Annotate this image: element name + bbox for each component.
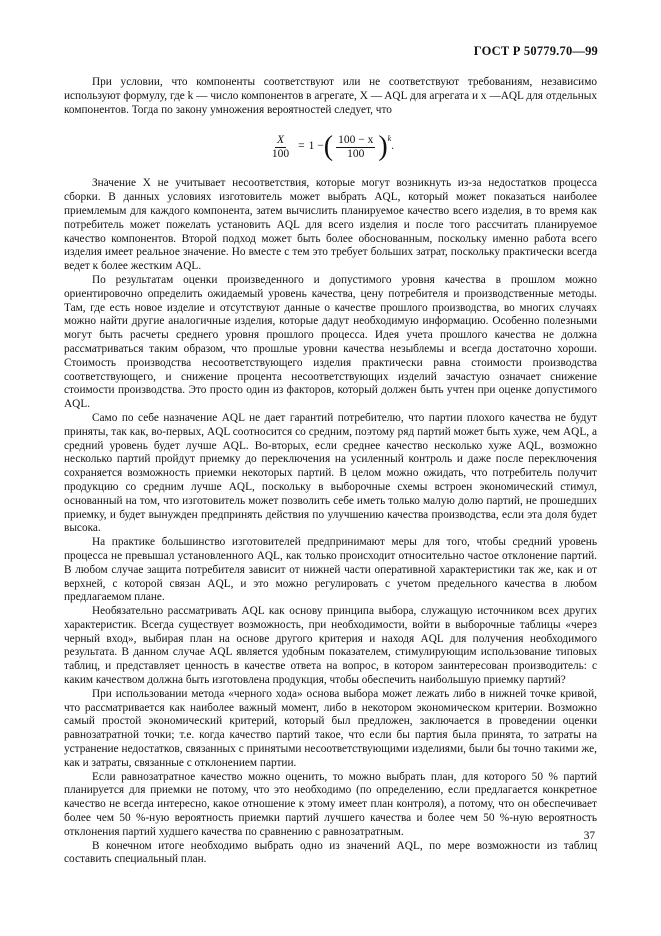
formula-inner-numerator: 100 − x xyxy=(338,133,374,146)
formula-period: . xyxy=(391,140,395,153)
paragraph-7: При использовании метода «черного хода» основа выбора может лежать либо в нижней точке кривой, что рассматривается как наиболее важный момент, либо в некотором экономическом критерии. Возможно самый простой экономический критерий, который был предложен, заключается в проведении оценки равнозатратной точки; т.е. когда качество партий такое, что если бы партия была принята, то затраты на устранение недостатков, связанных с принятыми несоответствующими изделиями, были бы точно такими же, как и затраты, связанные с отклонением партии. xyxy=(64,687,597,769)
paragraph-3: По результатам оценки произведенного и допустимого уровня качества в прошлом можно ориентировочно определить ожидаемый уровень качества, цену потребителя и производственные методы. Там, где есть новое изделие и отсутствуют данные о качестве прошлого производства, во многих случаях можно найти другие аналогичные изделия, которые дадут необходимую информацию. Особенно полезными могут быть расчеты среднего уровня прошлого процесса. Идея учета прошлого качества не должна рассматриваться таким образом, что прошлые уровни качества незыблемы и всегда достаточно хороши. Стоимость производства несоответствующего изделия практически равна стоимости производства соответствующего, и снижение процента несоответствующих изделий зачастую означает снижение стоимости производства. Это просто один из факторов, который должен быть учтен при оценке допустимого AQL. xyxy=(64,273,597,411)
paragraph-8: Если равнозатратное качество можно оценить, то можно выбрать план, для которого 50 % партий планируется для приемки не потому, что это необходимо (по определению, если предлагается конкретное качество не всегда интересно, какое отношение к этому имеет план контроля), а потому, что он обеспечивает более чем 50 %-ную вероятность приемки партий лучшего качества и более чем 50 %-ную вероятность отклонения партий худшего качества по сравнению с равнозатратным. xyxy=(64,770,597,838)
paragraph-5: На практике большинство изготовителей предпринимают меры для того, чтобы средний уровень процесса не превышал установленного AQL, как только происходит относительно частое отклонение партий. В любом случае защита потребителя зависит от нижней части оперативной характеристики так же, как и от верхней, с которой связан AQL, и это можно регулировать с учетом предельного качества в любом предлагаемом плане. xyxy=(64,536,597,604)
paragraph-9: В конечном итоге необходимо выбрать одно из значений AQL, по мере возможности из таблиц составить специальный план. xyxy=(64,839,597,866)
formula-multiplication-law xyxy=(64,131,597,163)
page-number: 37 xyxy=(583,830,595,842)
document-body xyxy=(64,76,597,867)
formula-lhs-numerator: X xyxy=(277,133,285,146)
formula-left-paren: ( xyxy=(323,131,334,163)
paragraph-4: Само по себе назначение AQL не дает гарантий потребителю, что партии плохого качества не будут приняты, так как, во-первых, AQL соотносится со средним, поэтому ряд партий может быть хуже, чем AQL, а средний уровень будет лучше AQL. Во-вторых, если среднее качество несколько хуже AQL, возможно несколько партий пройдут приемку до переключения на усиленный контроль и даже после переключения сохраняется возможность приемки некоторых партий. В целом можно ожидать, что потребитель получит продукцию со средним лучше AQL, поскольку в выборочные схемы встроен экономический стимул, основанный на том, что изготовитель может позволить себе иметь только малую долю партий, не прошедших приемку, и будет вынужден предпринять действия по улучшению качества производства, если эта доля будет высока. xyxy=(64,411,597,535)
formula-inner-denominator: 100 xyxy=(347,147,365,160)
formula-one-minus: 1 − xyxy=(308,140,324,153)
formula-exponent: k xyxy=(387,134,392,144)
formula-lhs-denominator: 100 xyxy=(271,147,290,160)
paragraph-1: При условии, что компоненты соответствуют или не соответствуют требованиям, независимо используют формулу, где k — число компонентов в агрегате, X — AQL для агрегата и x —AQL для отдельных компонентов. Тогда по закону умножения вероятностей следует, что xyxy=(64,76,597,116)
formula-equals: = xyxy=(298,140,305,153)
formula-lhs-fraction xyxy=(270,134,291,161)
document-code-header: ГОСТ Р 50779.70—99 xyxy=(473,44,598,58)
formula-inner-fraction xyxy=(336,134,375,161)
paragraph-2: Значение X не учитывает несоответствия, которые могут возникнуть из-за недостатков процесса сборки. В данных условиях изготовитель может выбрать AQL, который может показаться наиболее приемлемым для каждого компонента, затем вычислить планируемое качество всего изделия, в то время как потребитель может пожелать установить AQL для всего изделия и после того рассчитать планируемое качество компонентов. Второй подход может быть более обоснованным, поскольку именно работа всего изделия имеет реальное значение. Но вместе с тем это требует больших затрат, поскольку практически всегда ведет к более жестким AQL. xyxy=(64,177,597,273)
formula-right-paren: ) xyxy=(378,131,388,163)
paragraph-6: Необязательно рассматривать AQL как основу принципа выбора, служащую источником всех других характеристик. Всегда существует возможность, при необходимости, войти в выборочные таблицы «через черный вход», выбирая план на основе другого критерия и находя AQL для получения необходимого результата. В данном случае AQL является удобным показателем, стимулирующим использование типовых таблиц, и представляет ценность в качестве ответа на вопрос, в котором заинтересован производитель: с каким качеством должна быть изготовлена продукция, чтобы обеспечить наибольшую приемку партий? xyxy=(64,605,597,687)
